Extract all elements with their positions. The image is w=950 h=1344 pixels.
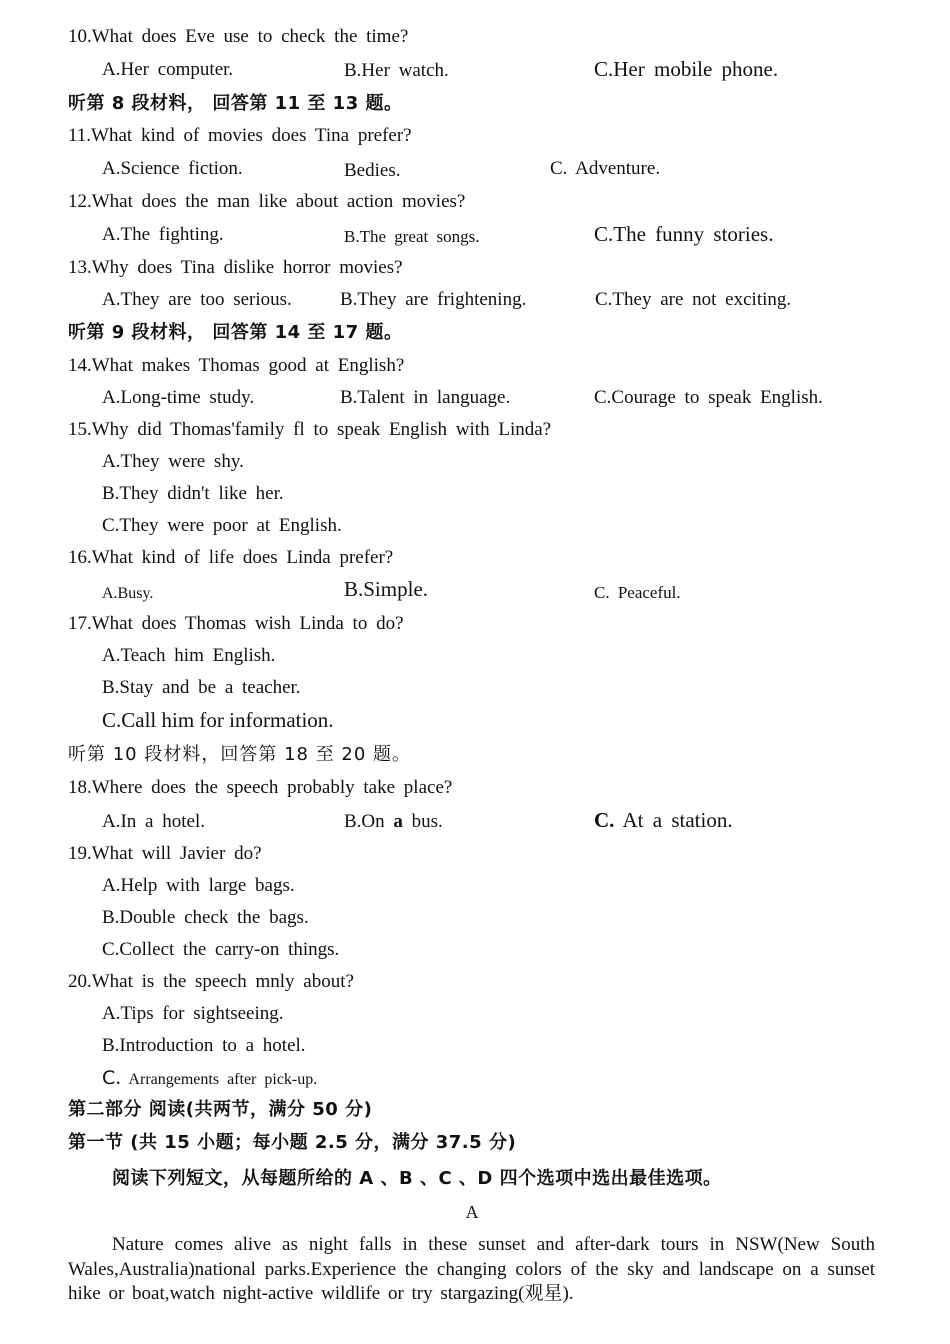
question-18-option-b: B.On a bus.: [344, 811, 443, 832]
question-17-stem: 17.What does Thomas wish Linda to do?: [68, 613, 404, 634]
question-12-option-a: A.The fighting.: [102, 224, 224, 245]
question-14-option-b: B.Talent in language.: [340, 387, 511, 408]
passage-label: A: [465, 1202, 479, 1222]
question-15-option-b: B.They didn't like her.: [102, 483, 284, 504]
question-10-option-b: B.Her watch.: [344, 60, 449, 81]
question-13-option-c: C.They are not exciting.: [595, 289, 792, 310]
question-12-option-c: C.The funny stories.: [594, 222, 774, 246]
question-14-stem: 14.What makes Thomas good at English?: [68, 355, 405, 376]
question-10-option-a: A.Her computer.: [102, 59, 234, 80]
question-13-option-b: B.They are frightening.: [340, 289, 527, 310]
question-18-option-a: A.In a hotel.: [102, 811, 205, 832]
reading-instruction: 阅读下列短文，从每题所给的 A 、B 、C 、D 四个选项中选出最佳选项。: [112, 1168, 722, 1189]
question-10-stem: 10.What does Eve use to check the time?: [68, 26, 409, 47]
question-20-option-b: B.Introduction to a hotel.: [102, 1035, 306, 1056]
question-15-option-c: C.They were poor at English.: [102, 515, 342, 536]
question-11-stem: 11.What kind of movies does Tina prefer?: [68, 125, 412, 146]
question-19-option-c: C.Collect the carry-on things.: [102, 939, 340, 960]
question-16-stem: 16.What kind of life does Linda prefer?: [68, 547, 394, 568]
question-17-option-a: A.Teach him English.: [102, 645, 276, 666]
question-11-option-c: C. Adventure.: [550, 158, 661, 179]
passage-a-text: Nature comes alive as night falls in these sunset and after-dark tours in NSW(New South Wales,Australia)national parks.Experience the changing colors of the sky and landscape on a sunset hike or boat,watch night-active wildlife or try stargazing(观星).: [68, 1234, 875, 1304]
question-18-stem: 18.Where does the speech probably take place?: [68, 777, 453, 798]
section-heading-9: 听第 9 段材料， 回答第 14 至 17 题。: [68, 322, 403, 343]
question-20-option-a: A.Tips for sightseeing.: [102, 1003, 284, 1024]
section-one-heading: 第一节 (共 15 小题；每小题 2.5 分，满分 37.5 分): [68, 1132, 517, 1153]
question-19-stem: 19.What will Javier do?: [68, 843, 262, 864]
question-17-option-c: C.Call him for information.: [102, 708, 334, 732]
question-20-stem: 20.What is the speech mnly about?: [68, 971, 354, 992]
question-14-option-a: A.Long-time study.: [102, 387, 255, 408]
question-14-option-c: C.Courage to speak English.: [594, 387, 823, 408]
question-16-option-a: A.Busy.: [102, 585, 154, 602]
question-12-stem: 12.What does the man like about action movies?: [68, 191, 466, 212]
question-19-option-b: B.Double check the bags.: [102, 907, 309, 928]
question-13-option-a: A.They are too serious.: [102, 289, 292, 310]
section-heading-10: 听第 10 段材料，回答第 18 至 20 题。: [68, 744, 412, 765]
question-10-option-c: C.Her mobile phone.: [594, 57, 779, 81]
section-heading-8: 听第 8 段材料， 回答第 11 至 13 题。: [68, 93, 403, 114]
question-13-stem: 13.Why does Tina dislike horror movies?: [68, 257, 403, 278]
question-19-option-a: A.Help with large bags.: [102, 875, 295, 896]
question-15-option-a: A.They were shy.: [102, 451, 244, 472]
question-16-option-c: C. Peaceful.: [594, 583, 681, 602]
question-17-option-b: B.Stay and be a teacher.: [102, 677, 301, 698]
question-12-option-b: B.The great songs.: [344, 227, 480, 246]
question-20-option-c: C. Arrangements after pick-up.: [102, 1067, 318, 1089]
question-11-option-b: Bedies.: [344, 160, 401, 181]
part-two-heading: 第二部分 阅读(共两节，满分 50 分): [68, 1099, 373, 1120]
question-15-stem: 15.Why did Thomas'family fl to speak English with Linda?: [68, 419, 552, 440]
question-11-option-a: A.Science fiction.: [102, 158, 243, 179]
question-16-option-b: B.Simple.: [344, 577, 429, 601]
question-18-option-c: C. At a station.: [594, 808, 733, 832]
